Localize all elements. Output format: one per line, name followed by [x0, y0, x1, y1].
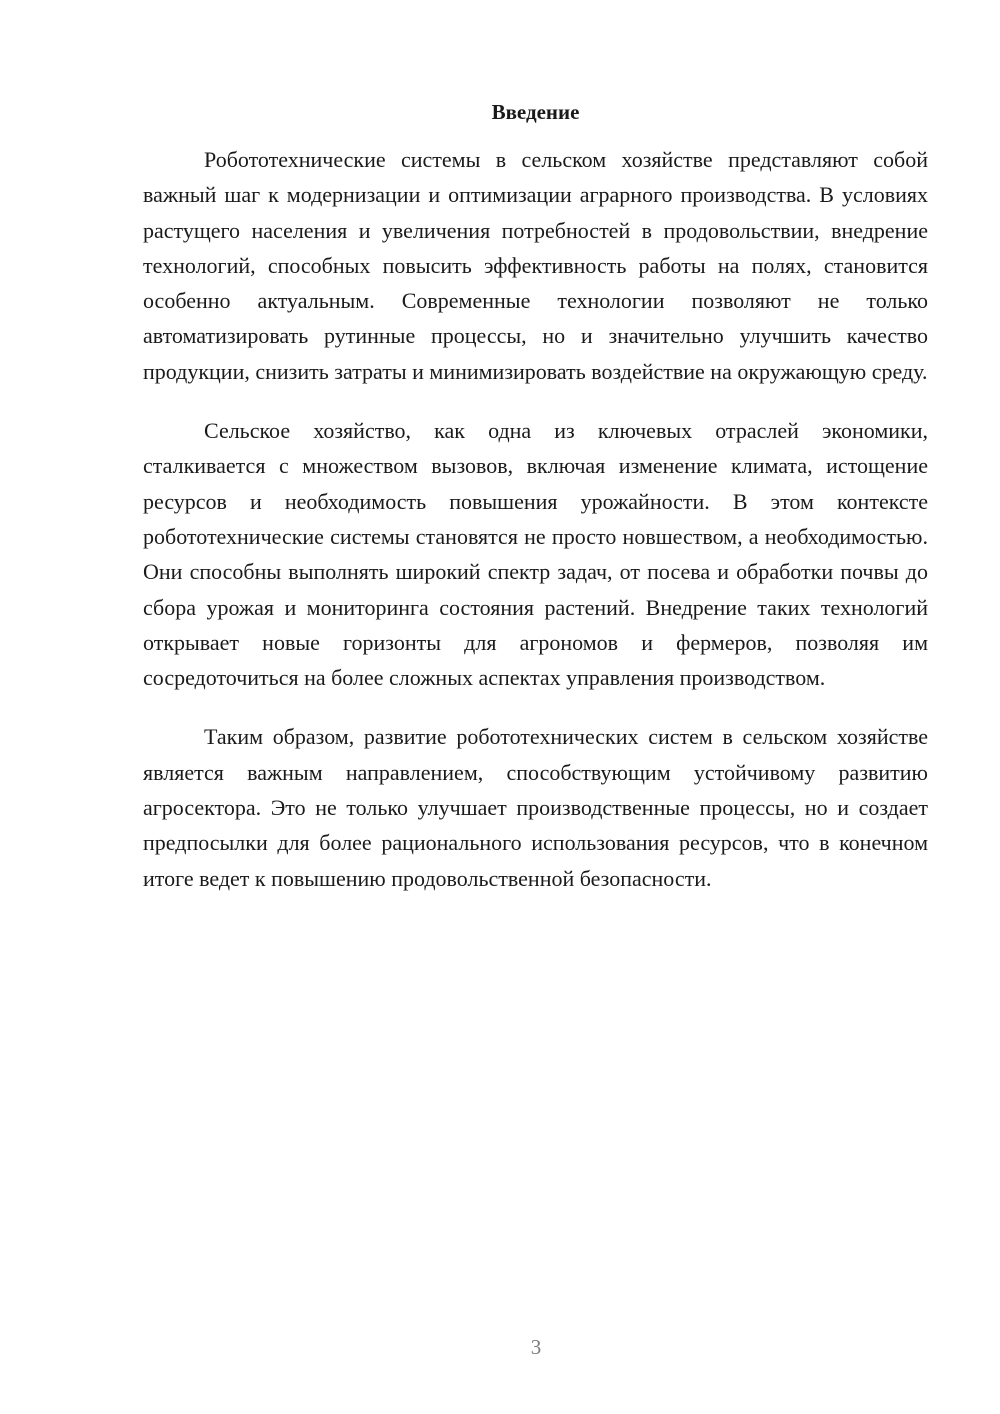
section-heading: Введение [491, 100, 580, 124]
paragraph-3: Таким образом, развитие робототехнических систем в сельском хозяйстве является важным направлением, способствующим устойчивому развитию агросектора. Это не только улучшает производственные процессы, но и создает предпосылки для более рационального использования ресурсов, что в конечном итоге ведет к повышению продовольственной безопасности. [143, 724, 928, 891]
page-number: 3 [530, 1335, 542, 1359]
paragraph-2: Сельское хозяйство, как одна из ключевых отраслей экономики, сталкивается с множеством вызовов, включая изменение климата, истощение ресурсов и необходимость повышения урожайности. В этом контексте робототехнические системы становятся не просто новшеством, а необходимостью. Они способны выполнять широкий спектр задач, от посева и обработки почвы до сбора урожая и мониторинга состояния растений. Внедрение таких технологий открывает новые горизонты для агрономов и фермеров, позволяя им сосредоточиться на более сложных аспектах управления производством. [143, 418, 928, 691]
body-text [143, 142, 928, 920]
paragraph-1: Робототехнические системы в сельском хозяйстве представляют собой важный шаг к модернизации и оптимизации аграрного производства. В условиях растущего населения и увеличения потребностей в продовольствии, внедрение технологий, способных повысить эффективность работы на полях, становится особенно актуальным. Современные технологии позволяют не только автоматизировать рутинные процессы, но и значительно улучшить качество продукции, снизить затраты и минимизировать воздействие на окружающую среду. [143, 147, 928, 384]
